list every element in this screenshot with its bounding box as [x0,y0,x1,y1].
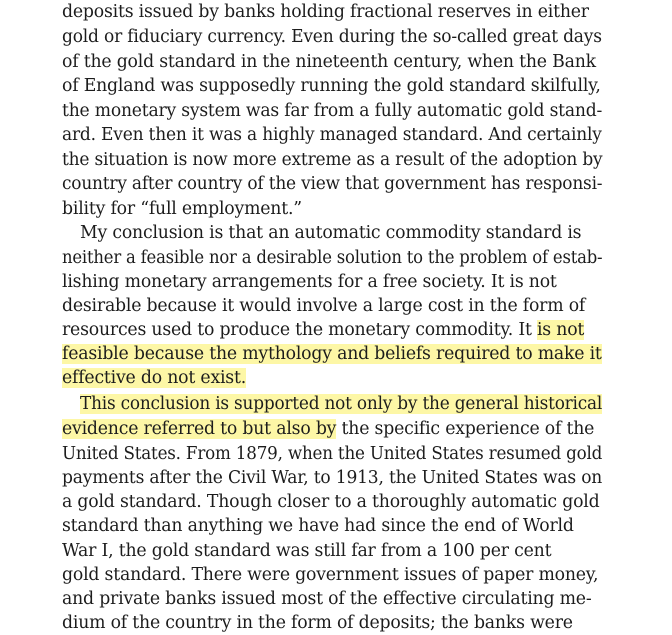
line-text: My conclusion is that an automatic commodity standard is [80,223,582,243]
text-line [62,50,596,74]
text-line [62,0,589,24]
text-line [62,294,585,318]
line-text: ard. Even then it was a highly managed standard. And certainly [62,125,602,145]
line-text: resources used to produce the monetary commodity. It [62,320,537,340]
text-line [62,539,551,563]
text-line [62,366,246,390]
line-text: bility for “full employment.” [62,199,302,219]
text-line [62,442,602,466]
highlighted-text: is not [536,320,585,340]
text-line [62,490,599,514]
text-line [62,318,584,342]
text-line [62,466,602,490]
line-text: deposits issued by banks holding fractional reserves in either [62,2,589,22]
line-text: dium of the country in the form of deposits; the banks were [62,613,573,633]
line-text: a gold standard. Though closer to a thoroughly automatic gold [62,492,600,512]
line-text: and private banks issued most of the effective circulating me- [62,589,592,609]
line-text: gold standard. There were government issues of paper money, [62,565,599,585]
text-line [62,123,602,147]
text-line [62,417,594,441]
line-text: standard than anything we have had since the end of World [62,516,574,536]
text-line [62,99,602,123]
text-line [62,74,601,98]
text-line [80,221,581,245]
text-line [62,172,602,196]
text-line [62,246,602,270]
text-line [62,197,302,221]
text-line [62,148,602,172]
line-text: of England was supposedly running the gold standard skilfully, [62,76,601,96]
highlighted-text: This conclusion is supported not only by the general historical [80,394,603,414]
text-line [80,392,602,416]
text-line [62,611,573,635]
line-text: War I, the gold standard was still far from a 100 per cent [62,541,552,561]
text-line [62,587,591,611]
line-text: payments after the Civil War, to 1913, the United States was on [62,468,603,488]
highlighted-text: feasible because the mythology and beliefs required to make it [62,344,602,364]
line-text: the monetary system was far from a fully automatic gold stand- [62,101,603,121]
line-text: gold or fiduciary currency. Even during the so-called great days [62,27,602,47]
line-text: the specific experience of the [336,419,595,439]
line-text: lishing monetary arrangements for a free society. It is not [62,272,557,292]
text-line [62,514,574,538]
line-text: neither a feasible nor a desirable solution to the problem of estab- [62,248,603,268]
highlighted-text: evidence referred to but also by [62,419,337,439]
line-text: the situation is now more extreme as a result of the adoption by [62,150,603,170]
text-line [62,563,598,587]
line-text: United States. From 1879, when the United States resumed gold [62,444,603,464]
highlighted-text: effective do not exist. [62,368,247,388]
text-line [62,270,557,294]
line-text: country after country of the view that government has responsi- [62,174,603,194]
line-text: desirable because it would involve a large cost in the form of [62,296,586,316]
text-line [62,342,602,366]
text-line [62,25,602,49]
line-text: of the gold standard in the nineteenth century, when the Bank [62,52,596,72]
